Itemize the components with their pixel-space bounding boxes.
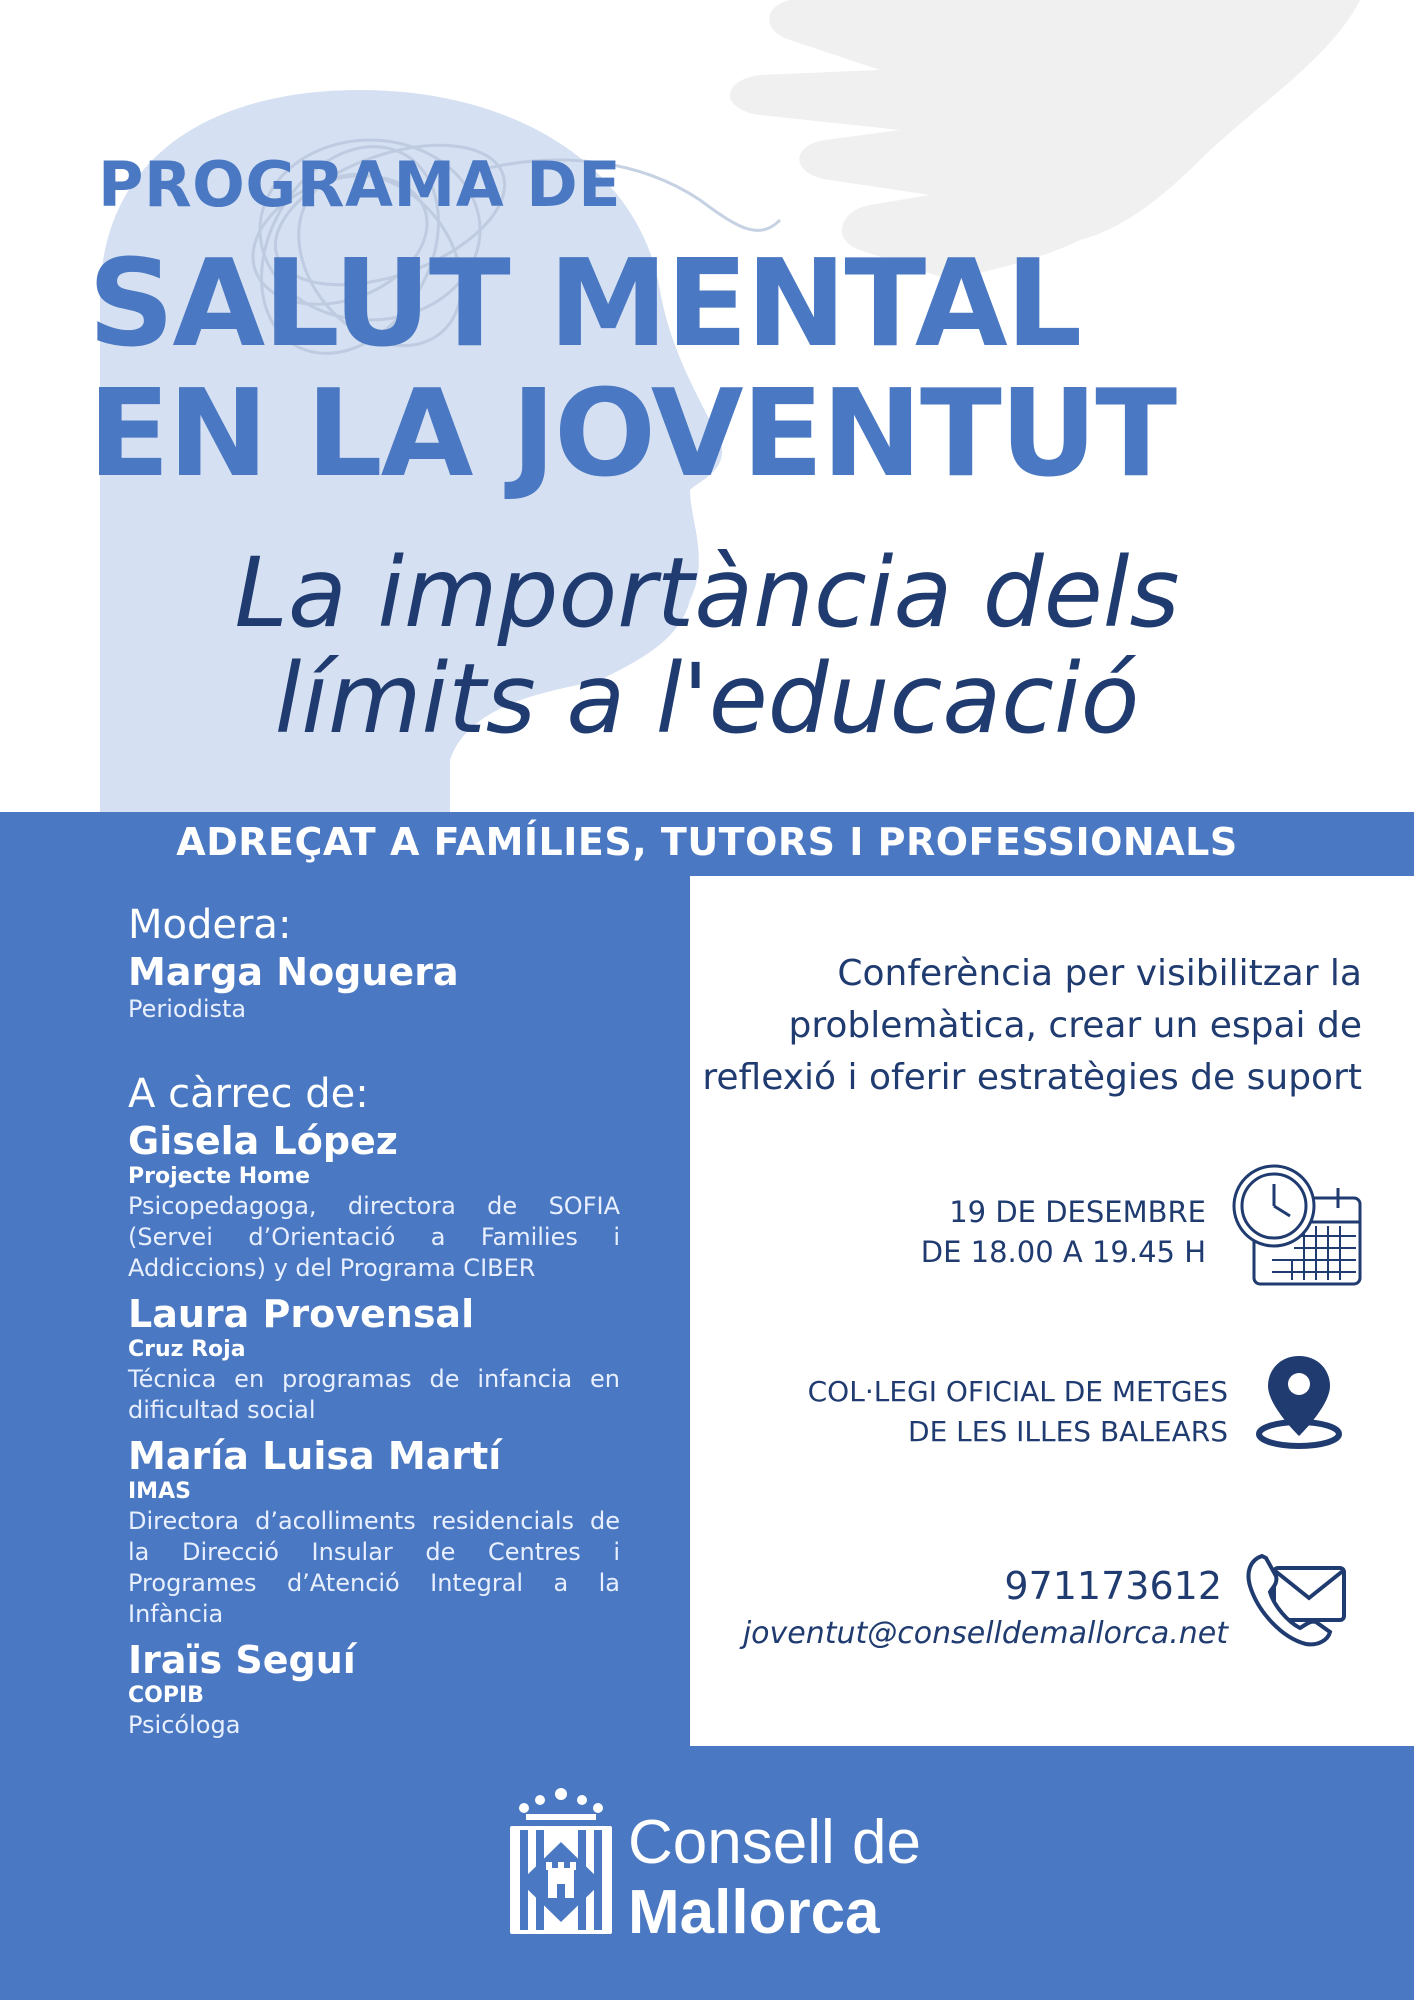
speaker-item <box>128 1434 620 1630</box>
speaker-org: COPIB <box>128 1683 204 1708</box>
speaker-item <box>128 1638 620 1741</box>
event-location <box>808 1372 1228 1452</box>
contact-email[interactable]: joventut@conselldemallorca.net <box>742 1616 1228 1651</box>
location-line: DE LES ILLES BALEARS <box>908 1415 1228 1448</box>
consell-crest-icon <box>502 1786 620 1940</box>
calendar-clock-icon <box>1232 1164 1364 1292</box>
speaker-org: Cruz Roja <box>128 1337 246 1362</box>
logo-text-line2: Mallorca <box>628 1878 880 1947</box>
speaker-role: Psicóloga <box>128 1711 241 1739</box>
moderator-role: Periodista <box>128 995 247 1023</box>
moderator-name: Marga Noguera <box>128 950 459 994</box>
event-description: Conferència per visibilitzar la problemàtica, crear un espai de reflexió i oferir estratègies de suport <box>702 953 1362 1098</box>
subtitle <box>0 537 1414 755</box>
main-title-line1: SALUT MENTAL <box>88 235 1081 374</box>
subtitle-line1: La importància dels <box>234 537 1180 649</box>
date-line: 19 DE DESEMBRE <box>949 1195 1206 1229</box>
main-title <box>88 235 1176 504</box>
speaker-item <box>128 1119 620 1284</box>
speaker-name: Laura Provensal <box>128 1292 475 1336</box>
time-line: DE 18.00 A 19.45 H <box>920 1235 1206 1269</box>
speakers-column <box>128 900 620 1741</box>
speakers-label: A càrrec de: <box>128 1071 369 1117</box>
main-title-line2: EN LA JOVENTUT <box>88 365 1176 504</box>
speaker-item <box>128 1292 620 1426</box>
location-line: COL·LEGI OFICIAL DE METGES <box>807 1375 1228 1408</box>
speaker-name: Gisela López <box>128 1119 398 1163</box>
phone-envelope-icon <box>1244 1550 1354 1654</box>
speaker-role: Directora d’acolliments residencials de la Direcció Insular de Centres i Programes d’Atenció Integral a la Infància <box>128 1507 620 1628</box>
pre-title: PROGRAMA DE <box>98 148 622 221</box>
speaker-name: Iraïs Seguí <box>128 1638 356 1682</box>
logo-text-line1: Consell de <box>628 1808 921 1877</box>
moderator-label: Modera: <box>128 902 292 948</box>
speaker-org: Projecte Home <box>128 1164 311 1189</box>
event-date <box>921 1192 1206 1272</box>
contact-phone[interactable]: 971173612 <box>1004 1564 1222 1608</box>
speaker-name: María Luisa Martí <box>128 1434 502 1478</box>
speaker-org: IMAS <box>128 1479 191 1504</box>
map-pin-icon <box>1254 1350 1344 1454</box>
audience-heading: ADREÇAT A FAMÍLIES, TUTORS I PROFESSIONALS <box>176 820 1238 864</box>
speaker-role: Psicopedagoga, directora de SOFIA (Servei d’Orientació a Families i Addiccions) y del Programa CIBER <box>128 1192 620 1282</box>
speaker-role: Técnica en programas de infancia en dificultad social <box>128 1365 620 1424</box>
subtitle-line2: límits a l'educació <box>274 643 1140 755</box>
